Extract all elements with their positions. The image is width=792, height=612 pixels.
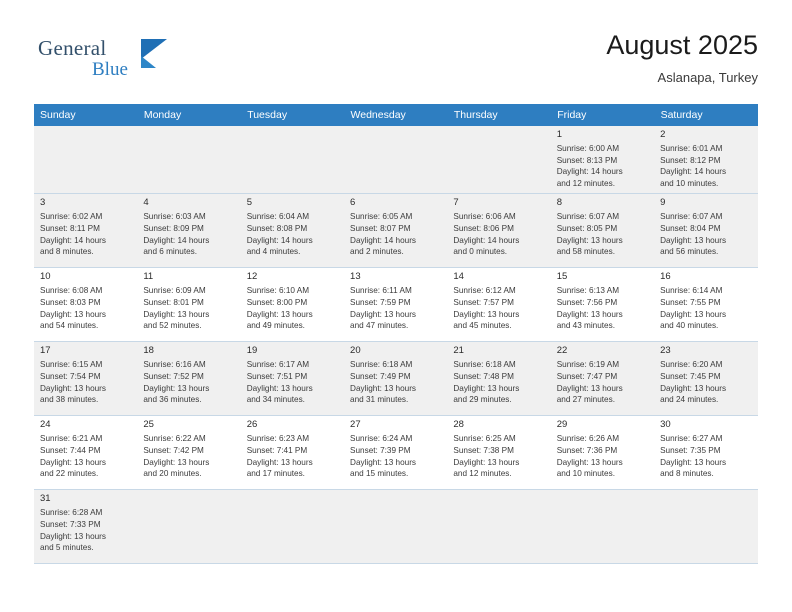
day-number: 28 <box>453 419 464 431</box>
day-sun-info: Sunrise: 6:28 AM Sunset: 7:33 PM Daylight: 13 hours and 5 minutes. <box>40 508 106 553</box>
calendar-cell-empty <box>34 126 137 194</box>
day-number: 1 <box>556 129 563 140</box>
weekday-header-friday: Friday <box>551 104 654 126</box>
generalblue-logo <box>38 36 218 86</box>
day-number: 7 <box>453 197 459 209</box>
day-number: 16 <box>660 271 671 283</box>
calendar-day-cell[interactable] <box>447 416 550 490</box>
day-sun-info: Sunrise: 6:13 AM Sunset: 7:56 PM Daylight: 13 hours and 43 minutes. <box>556 286 623 331</box>
day-sun-info: Sunrise: 6:19 AM Sunset: 7:47 PM Daylight: 13 hours and 27 minutes. <box>556 360 623 405</box>
day-sun-info: Sunrise: 6:25 AM Sunset: 7:38 PM Daylight: 13 hours and 12 minutes. <box>453 434 520 479</box>
calendar-day-cell[interactable] <box>344 416 447 490</box>
calendar-week-row <box>34 194 758 268</box>
day-number: 27 <box>350 419 361 431</box>
logo-text-blue: Blue <box>92 59 128 80</box>
day-number: 20 <box>350 345 361 357</box>
day-number: 18 <box>143 345 154 357</box>
calendar-day-cell[interactable] <box>34 416 137 490</box>
day-sun-info: Sunrise: 6:23 AM Sunset: 7:41 PM Daylight: 13 hours and 17 minutes. <box>246 434 313 479</box>
day-sun-info: Sunrise: 6:17 AM Sunset: 7:51 PM Daylight: 13 hours and 34 minutes. <box>246 360 313 405</box>
calendar-day-cell[interactable] <box>137 416 240 490</box>
day-number: 2 <box>660 129 666 140</box>
calendar-day-cell[interactable] <box>551 268 654 342</box>
calendar-day-cell[interactable] <box>241 342 344 416</box>
calendar-day-cell[interactable] <box>654 268 757 342</box>
weekday-header-wednesday: Wednesday <box>344 104 447 126</box>
day-sun-info: Sunrise: 6:16 AM Sunset: 7:52 PM Daylight: 13 hours and 36 minutes. <box>143 360 210 405</box>
calendar-week-row <box>34 490 758 564</box>
day-sun-info: Sunrise: 6:15 AM Sunset: 7:54 PM Daylight: 13 hours and 38 minutes. <box>40 360 106 405</box>
day-number: 31 <box>40 493 51 505</box>
day-sun-info: Sunrise: 6:09 AM Sunset: 8:01 PM Daylight: 13 hours and 52 minutes. <box>143 286 210 331</box>
day-number: 5 <box>246 197 252 209</box>
day-number: 11 <box>143 271 154 283</box>
day-number: 17 <box>40 345 51 357</box>
day-number: 22 <box>556 345 568 357</box>
calendar-cell-empty <box>551 490 654 564</box>
calendar-day-cell[interactable] <box>551 342 654 416</box>
calendar-day-cell[interactable] <box>654 342 757 416</box>
day-number: 24 <box>40 419 51 431</box>
calendar-day-cell[interactable] <box>241 194 344 268</box>
calendar-day-cell[interactable] <box>34 194 137 268</box>
day-number: 8 <box>556 197 563 209</box>
day-sun-info: Sunrise: 6:07 AM Sunset: 8:05 PM Daylight: 13 hours and 58 minutes. <box>556 212 623 257</box>
calendar-day-cell[interactable] <box>447 342 550 416</box>
calendar-cell-empty <box>447 490 550 564</box>
day-sun-info: Sunrise: 6:00 AM Sunset: 8:13 PM Daylight: 14 hours and 12 minutes. <box>556 144 623 188</box>
calendar-day-cell[interactable] <box>137 342 240 416</box>
calendar-cell-empty <box>241 490 344 564</box>
day-sun-info: Sunrise: 6:22 AM Sunset: 7:42 PM Daylight: 13 hours and 20 minutes. <box>143 434 210 479</box>
weekday-header-saturday: Saturday <box>654 104 757 126</box>
day-sun-info: Sunrise: 6:07 AM Sunset: 8:04 PM Daylight: 13 hours and 56 minutes. <box>660 212 727 257</box>
calendar-cell-empty <box>344 126 447 194</box>
day-sun-info: Sunrise: 6:06 AM Sunset: 8:06 PM Daylight: 14 hours and 0 minutes. <box>453 212 520 257</box>
day-number: 30 <box>660 419 671 431</box>
calendar-day-cell[interactable] <box>344 268 447 342</box>
day-sun-info: Sunrise: 6:26 AM Sunset: 7:36 PM Daylight: 13 hours and 10 minutes. <box>556 434 623 479</box>
day-sun-info: Sunrise: 6:14 AM Sunset: 7:55 PM Daylight: 13 hours and 40 minutes. <box>660 286 727 331</box>
day-number: 21 <box>453 345 464 357</box>
day-number: 3 <box>40 197 46 209</box>
calendar-cell-empty <box>344 490 447 564</box>
calendar-day-cell[interactable] <box>447 194 550 268</box>
calendar-day-cell[interactable] <box>551 416 654 490</box>
day-sun-info: Sunrise: 6:10 AM Sunset: 8:00 PM Daylight: 13 hours and 49 minutes. <box>246 286 313 331</box>
weekday-header-thursday: Thursday <box>447 104 550 126</box>
calendar-day-cell[interactable] <box>137 268 240 342</box>
day-sun-info: Sunrise: 6:18 AM Sunset: 7:48 PM Daylight: 13 hours and 29 minutes. <box>453 360 520 405</box>
calendar-day-cell[interactable] <box>654 194 757 268</box>
calendar-day-cell[interactable] <box>551 194 654 268</box>
calendar-body <box>34 126 758 564</box>
page-header <box>34 28 758 100</box>
calendar-cell-empty <box>654 490 757 564</box>
page-title: August 2025 <box>606 30 758 60</box>
calendar-day-cell[interactable] <box>34 342 137 416</box>
calendar-day-cell[interactable] <box>34 490 137 564</box>
calendar-week-row <box>34 342 758 416</box>
calendar-week-row <box>34 268 758 342</box>
day-sun-info: Sunrise: 6:01 AM Sunset: 8:12 PM Daylight: 14 hours and 10 minutes. <box>660 144 727 188</box>
day-number: 12 <box>246 271 258 283</box>
sunrise-sunset-calendar <box>34 104 758 564</box>
logo-text-general: General <box>38 36 107 60</box>
day-number: 26 <box>246 419 258 431</box>
location-subtitle: Aslanapa, Turkey <box>657 70 758 85</box>
day-sun-info: Sunrise: 6:21 AM Sunset: 7:44 PM Daylight: 13 hours and 22 minutes. <box>40 434 106 479</box>
day-number: 6 <box>350 197 356 209</box>
calendar-week-row <box>34 416 758 490</box>
day-sun-info: Sunrise: 6:27 AM Sunset: 7:35 PM Daylight: 13 hours and 8 minutes. <box>660 434 727 479</box>
day-sun-info: Sunrise: 6:03 AM Sunset: 8:09 PM Daylight: 14 hours and 6 minutes. <box>143 212 210 257</box>
calendar-day-cell[interactable] <box>241 416 344 490</box>
day-sun-info: Sunrise: 6:12 AM Sunset: 7:57 PM Daylight: 13 hours and 45 minutes. <box>453 286 520 331</box>
day-number: 14 <box>453 271 464 283</box>
calendar-day-cell[interactable] <box>654 416 757 490</box>
calendar-cell-empty <box>241 126 344 194</box>
weekday-header-sunday: Sunday <box>34 104 137 126</box>
calendar-day-cell[interactable] <box>447 268 550 342</box>
day-sun-info: Sunrise: 6:18 AM Sunset: 7:49 PM Daylight: 13 hours and 31 minutes. <box>350 360 417 405</box>
day-number: 23 <box>660 345 671 357</box>
calendar-day-cell[interactable] <box>551 126 654 194</box>
calendar-day-cell[interactable] <box>344 194 447 268</box>
day-sun-info: Sunrise: 6:20 AM Sunset: 7:45 PM Daylight: 13 hours and 24 minutes. <box>660 360 727 405</box>
day-sun-info: Sunrise: 6:04 AM Sunset: 8:08 PM Daylight: 14 hours and 4 minutes. <box>246 212 313 257</box>
day-number: 15 <box>556 271 568 283</box>
day-sun-info: Sunrise: 6:02 AM Sunset: 8:11 PM Daylight: 14 hours and 8 minutes. <box>40 212 106 257</box>
title-block <box>606 28 758 85</box>
day-number: 25 <box>143 419 154 431</box>
calendar-cell-empty <box>447 126 550 194</box>
calendar-cell-empty <box>137 126 240 194</box>
day-number: 29 <box>556 419 568 431</box>
weekday-header-row <box>34 104 758 126</box>
logo-triangle-secondary-icon <box>141 56 156 68</box>
day-number: 4 <box>143 197 149 209</box>
weekday-header-tuesday: Tuesday <box>241 104 344 126</box>
day-number: 19 <box>246 345 258 357</box>
day-sun-info: Sunrise: 6:11 AM Sunset: 7:59 PM Daylight: 13 hours and 47 minutes. <box>350 286 417 331</box>
calendar-day-cell[interactable] <box>137 194 240 268</box>
calendar-week-row <box>34 126 758 194</box>
day-sun-info: Sunrise: 6:08 AM Sunset: 8:03 PM Daylight: 13 hours and 54 minutes. <box>40 286 106 331</box>
weekday-header-monday: Monday <box>137 104 240 126</box>
calendar-cell-empty <box>137 490 240 564</box>
calendar-day-cell[interactable] <box>34 268 137 342</box>
day-number: 9 <box>660 197 666 209</box>
calendar-day-cell[interactable] <box>344 342 447 416</box>
calendar-day-cell[interactable] <box>241 268 344 342</box>
day-number: 13 <box>350 271 361 283</box>
day-number: 10 <box>40 271 51 283</box>
calendar-day-cell[interactable] <box>654 126 757 194</box>
day-sun-info: Sunrise: 6:24 AM Sunset: 7:39 PM Daylight: 13 hours and 15 minutes. <box>350 434 417 479</box>
day-sun-info: Sunrise: 6:05 AM Sunset: 8:07 PM Daylight: 14 hours and 2 minutes. <box>350 212 417 257</box>
